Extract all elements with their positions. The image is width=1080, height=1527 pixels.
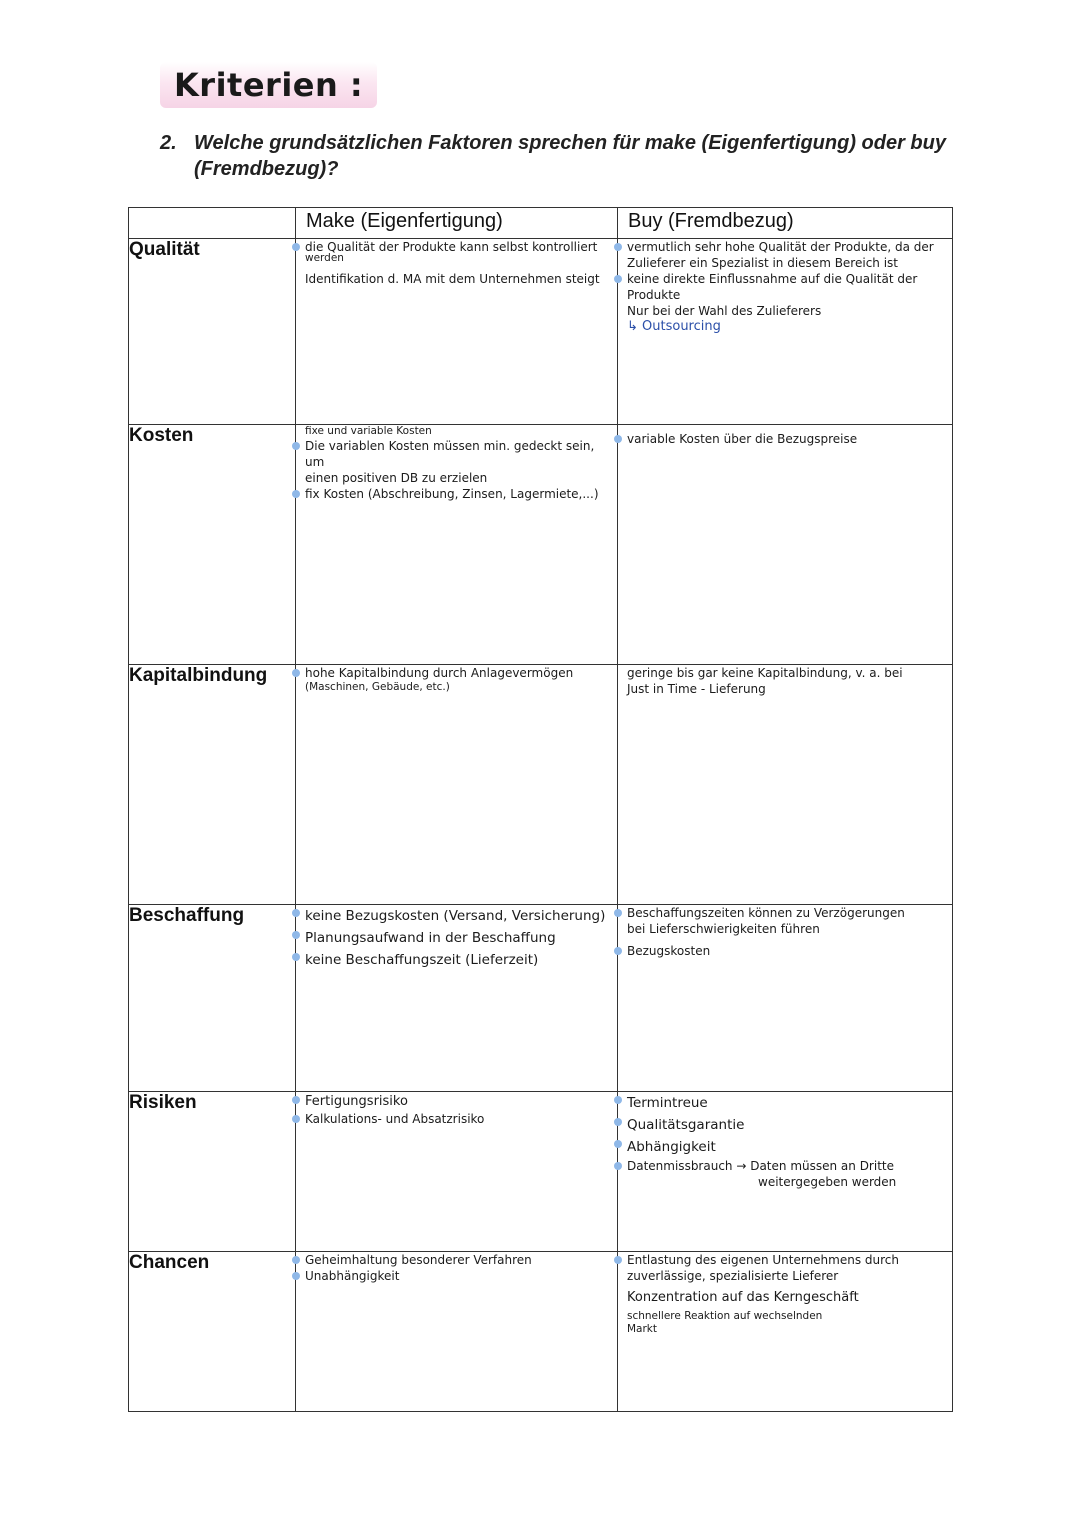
buy-cell — [618, 665, 953, 905]
list-item: Die variablen Kosten müssen min. gedeckt sein, um — [296, 438, 617, 470]
buy-cell — [618, 425, 953, 665]
list-item: bei Lieferschwierigkeiten führen — [627, 922, 820, 936]
list-item: fix Kosten (Abschreibung, Zinsen, Lagermiete,...) — [296, 486, 617, 502]
list-item: Termintreue — [618, 1092, 952, 1114]
make-cell — [296, 1252, 618, 1412]
make-cell — [296, 425, 618, 665]
list-item: Planungsaufwand in der Beschaffung — [296, 927, 617, 949]
list-item: Identifikation d. MA mit dem Unternehmen steigt — [305, 272, 600, 286]
list-item: Beschaffungszeiten können zu Verzögerungen — [618, 905, 952, 921]
list-item: Geheimhaltung besonderer Verfahren — [296, 1252, 617, 1268]
list-item: ↳ Outsourcing — [627, 319, 721, 334]
list-item: werden — [305, 252, 344, 264]
table-row — [129, 665, 953, 905]
list-item: die Qualität der Produkte kann selbst kontrolliert — [296, 239, 617, 255]
table-row — [129, 1092, 953, 1252]
make-cell — [296, 665, 618, 905]
list-item: vermutlich sehr hohe Qualität der Produkte, da der — [618, 239, 952, 255]
question — [160, 130, 960, 182]
list-item: Unabhängigkeit — [296, 1268, 617, 1284]
header-buy: Buy (Fremdbezug) — [618, 208, 953, 239]
buy-cell — [618, 905, 953, 1092]
table-header-row — [129, 208, 953, 239]
row-label: Kosten — [129, 425, 296, 665]
page-heading: Kriterien : — [174, 66, 364, 104]
make-cell — [296, 239, 618, 425]
header-make: Make (Eigenfertigung) — [296, 208, 618, 239]
list-item: Just in Time - Lieferung — [627, 682, 766, 696]
row-label: Kapitalbindung — [129, 665, 296, 905]
list-item: Nur bei der Wahl des Zulieferers — [627, 304, 822, 318]
table-row — [129, 1252, 953, 1412]
criteria-table — [128, 207, 953, 1412]
list-item: schnellere Reaktion auf wechselnden — [627, 1310, 823, 1322]
list-item: einen positiven DB zu erzielen — [305, 471, 488, 485]
list-item: Markt — [627, 1323, 658, 1335]
make-cell — [296, 1092, 618, 1252]
list-item: fixe und variable Kosten — [305, 425, 432, 437]
list-item: weitergegeben werden — [758, 1175, 897, 1189]
list-item: Entlastung des eigenen Unternehmens durch — [618, 1252, 952, 1268]
table-row — [129, 239, 953, 425]
list-item: geringe bis gar keine Kapitalbindung, v. a. bei — [627, 666, 903, 680]
list-item: (Maschinen, Gebäude, etc.) — [305, 681, 450, 693]
buy-cell — [618, 1092, 953, 1252]
list-item: Fertigungsrisiko — [296, 1092, 617, 1111]
list-item: keine Beschaffungszeit (Lieferzeit) — [296, 949, 617, 971]
list-item: zuverlässige, spezialisierte Lieferer — [627, 1269, 839, 1283]
buy-cell — [618, 1252, 953, 1412]
list-item: Bezugskosten — [618, 943, 952, 959]
list-item: Kalkulations- und Absatzrisiko — [296, 1111, 617, 1127]
question-text: Welche grundsätzlichen Faktoren sprechen für make (Eigenfertigung) oder buy (Fremdbezug)? — [194, 132, 946, 180]
list-item: Konzentration auf das Kerngeschäft — [627, 1290, 859, 1305]
list-item: hohe Kapitalbindung durch Anlagevermögen — [296, 665, 617, 681]
make-cell — [296, 905, 618, 1092]
row-label: Beschaffung — [129, 905, 296, 1092]
heading-highlight — [160, 62, 377, 108]
header-corner-cell — [129, 208, 296, 239]
row-label: Chancen — [129, 1252, 296, 1412]
list-item: Abhängigkeit — [618, 1136, 952, 1158]
list-item: keine Bezugskosten (Versand, Versicherung) — [296, 905, 617, 927]
list-item: Zulieferer ein Spezialist in diesem Bereich ist — [627, 256, 899, 270]
list-item: variable Kosten über die Bezugspreise — [618, 431, 952, 447]
table-row — [129, 905, 953, 1092]
question-number: 2. — [160, 132, 177, 154]
list-item: keine direkte Einflussnahme auf die Qualität der Produkte — [618, 271, 952, 303]
buy-cell — [618, 239, 953, 425]
row-label: Risiken — [129, 1092, 296, 1252]
table-row — [129, 425, 953, 665]
list-item: Qualitätsgarantie — [618, 1114, 952, 1136]
list-item: Datenmissbrauch → Daten müssen an Dritte — [618, 1158, 952, 1174]
row-label: Qualität — [129, 239, 296, 425]
